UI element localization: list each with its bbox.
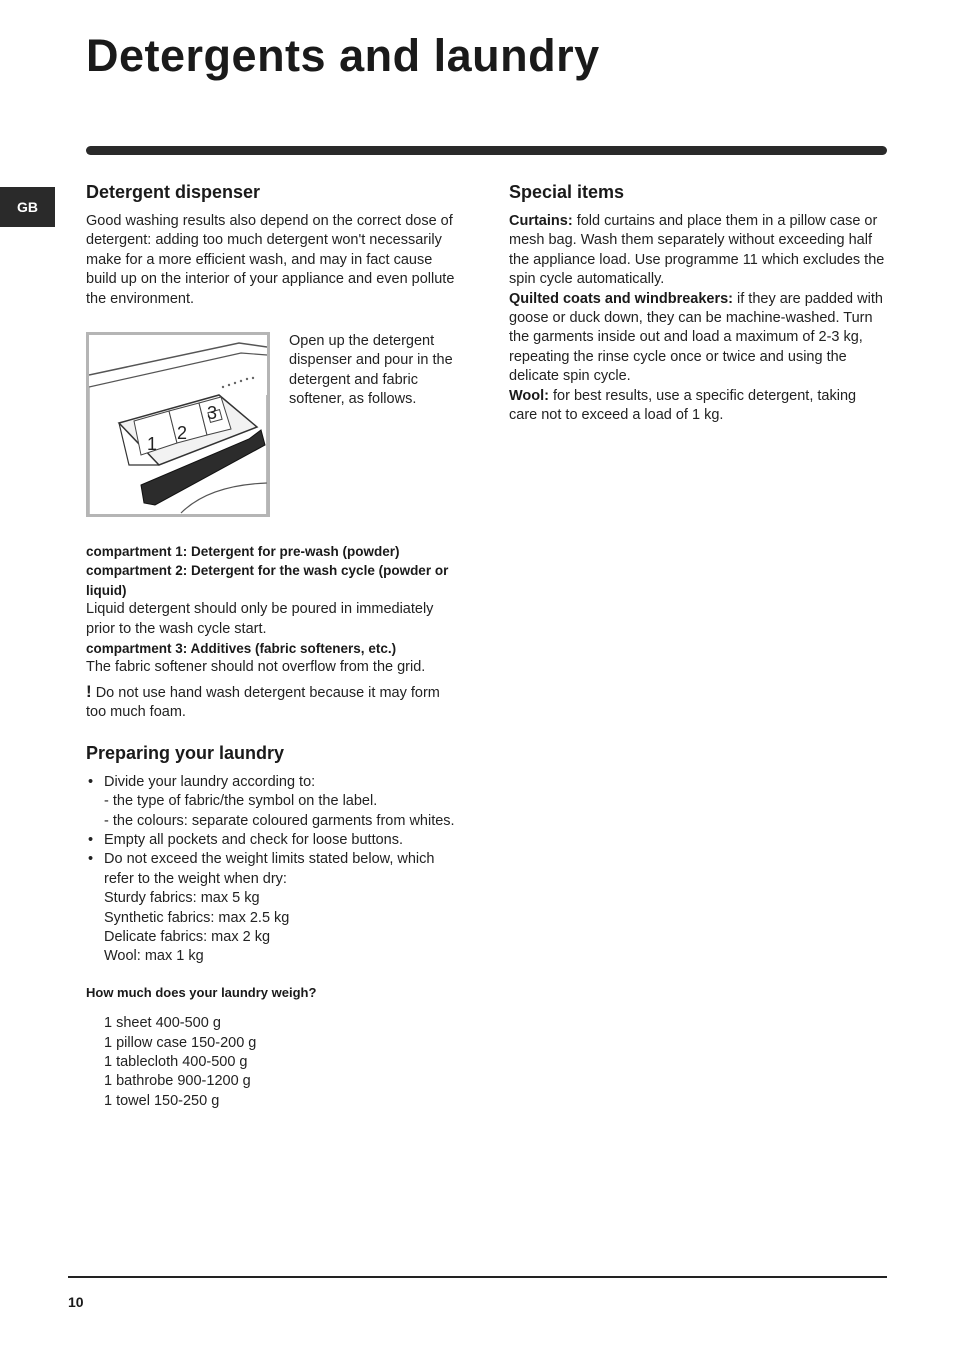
warning-note	[86, 682, 464, 723]
warning-text: Do not use hand wash detergent because it may form too much foam.	[86, 684, 440, 721]
preparing-section	[86, 743, 464, 1112]
compartment-label-3: 3	[207, 403, 218, 424]
weight-limit: Sturdy fabrics: max 5 kg	[104, 890, 260, 907]
how-much-heading: How much does your laundry weigh?	[86, 984, 317, 1000]
dispenser-drawing	[89, 335, 267, 514]
preparing-heading: Preparing your laundry	[86, 742, 285, 763]
weight-limit: Wool: max 1 kg	[104, 948, 204, 965]
compartment-2: compartment 2: Detergent for the wash cycle (powder or liquid)	[86, 563, 449, 598]
page-number: 10	[68, 1294, 84, 1310]
title-divider	[86, 146, 887, 155]
curtains-text: fold curtains and place them in a pillow case or mesh bag. Wash them separately without exceeding half the appliance load. Use programme 11 which excludes the spin cycle automatically.	[509, 213, 885, 288]
detergent-dispenser-heading: Detergent dispenser	[86, 182, 261, 202]
list-item	[86, 773, 464, 831]
weight-limit: Synthetic fabrics: max 2.5 kg	[104, 909, 290, 926]
compartment-1: compartment 1: Detergent for pre-wash (powder)	[86, 544, 400, 560]
list-item: 1 towel 150-250 g	[104, 1092, 220, 1109]
bullet-text: Divide your laundry according to:	[104, 773, 316, 790]
bullet-text: Do not exceed the weight limits stated below, which refer to the weight when dry:	[104, 851, 435, 887]
compartment-list	[86, 542, 464, 723]
bullet-subtext: - the colours: separate coloured garments from whites.	[104, 812, 455, 829]
dispenser-illustration	[86, 332, 270, 517]
bullet-text: Empty all pockets and check for loose buttons.	[104, 831, 404, 848]
compartment-3-note: The fabric softener should not overflow from the grid.	[86, 659, 426, 676]
wool-text: for best results, use a specific detergent, taking care not to exceed a load of 1 kg.	[509, 387, 857, 424]
page-title: Detergents and laundry	[86, 30, 600, 81]
compartment-2-note: Liquid detergent should only be poured in immediately prior to the wash cycle start.	[86, 601, 434, 637]
laundry-weights-list	[104, 1014, 464, 1111]
list-item: 1 bathrobe 900-1200 g	[104, 1073, 251, 1090]
footer-divider	[68, 1276, 887, 1278]
left-column	[86, 182, 464, 1111]
figure-caption: Open up the detergent dispenser and pour in the detergent and fabric softener, as follows.	[289, 333, 453, 408]
language-tab: GB	[0, 187, 55, 227]
special-items-text	[509, 212, 887, 425]
list-item	[86, 850, 464, 966]
compartment-label-2: 2	[177, 423, 188, 444]
bullet-subtext: - the type of fabric/the symbol on the label.	[104, 793, 378, 810]
wool-label: Wool:	[509, 387, 549, 404]
dispenser-figure-row	[86, 332, 464, 517]
right-column	[509, 182, 887, 425]
warning-icon: !	[86, 681, 92, 701]
weight-limit: Delicate fabrics: max 2 kg	[104, 928, 271, 945]
quilted-label: Quilted coats and windbreakers:	[509, 290, 733, 307]
list-item	[86, 831, 464, 850]
preparing-bullets	[86, 773, 464, 967]
curtains-label: Curtains:	[509, 213, 573, 229]
special-items-heading: Special items	[509, 182, 625, 202]
dispenser-intro: Good washing results also depend on the correct dose of detergent: adding too much detergent won't necessarily make for a more efficient wash, and may in fact cause build up on the interior of your appliance and even pollute the environment.	[86, 213, 455, 307]
quilted-text: if they are padded with goose or duck down, they can be machine-washed. Turn the garments inside out and load a maximum of 2-3 kg, repeating the rinse cycle once or twice and using the delicate spin cycle.	[509, 290, 883, 385]
compartment-3: compartment 3: Additives (fabric softeners, etc.)	[86, 641, 397, 657]
compartment-label-1: 1	[147, 434, 158, 455]
list-item: 1 pillow case 150-200 g	[104, 1034, 257, 1051]
list-item: 1 sheet 400-500 g	[104, 1015, 221, 1032]
list-item: 1 tablecloth 400-500 g	[104, 1053, 248, 1070]
